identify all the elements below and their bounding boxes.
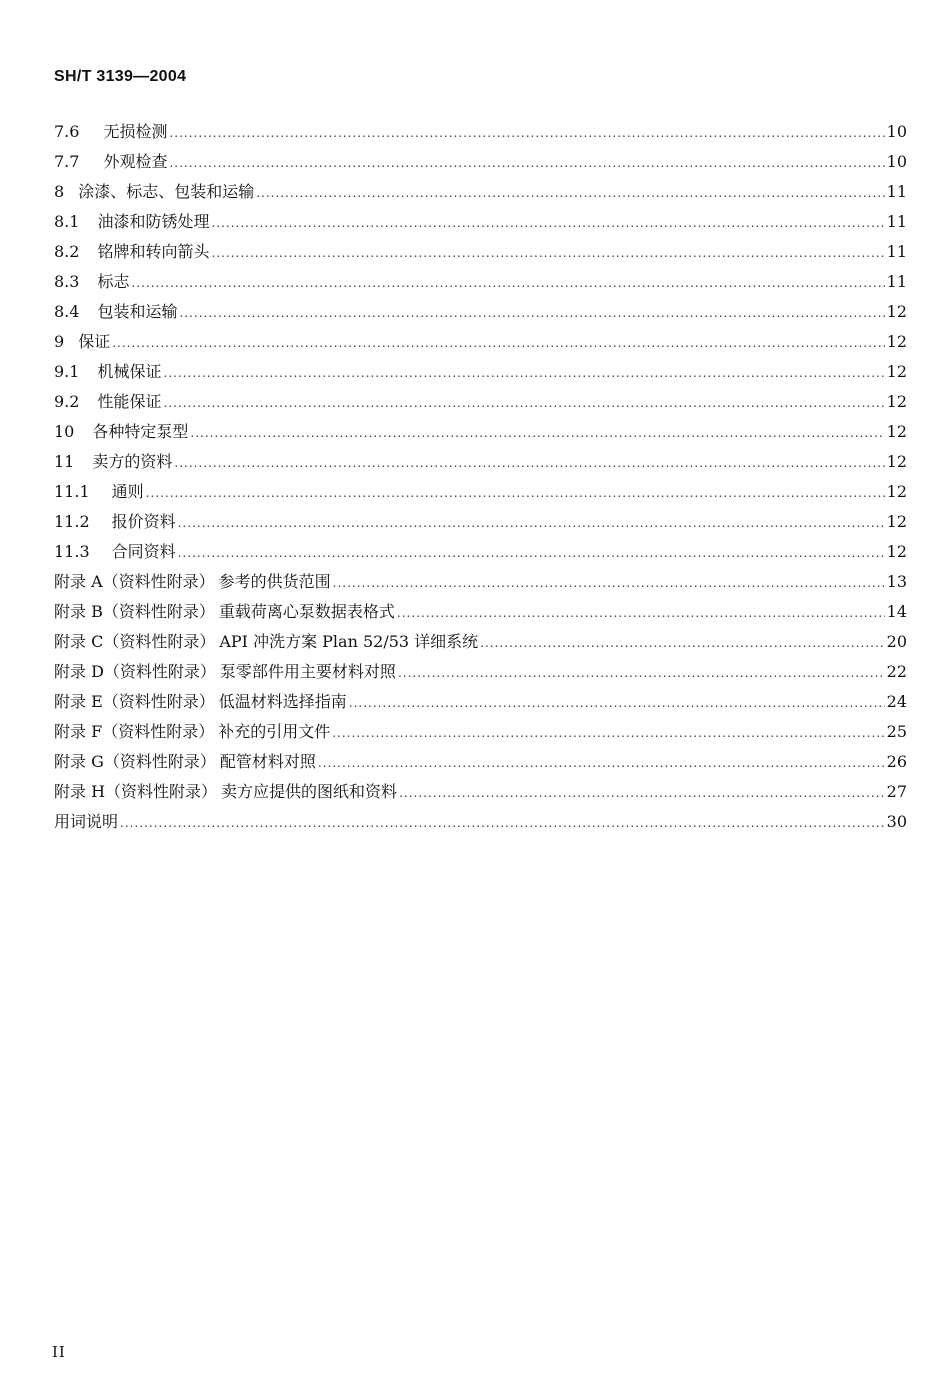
toc-entry[interactable] bbox=[54, 717, 907, 747]
dot-leader bbox=[190, 418, 884, 448]
dot-leader bbox=[332, 718, 884, 748]
toc-entry[interactable] bbox=[54, 117, 907, 147]
toc-entry[interactable] bbox=[54, 507, 907, 537]
toc-entry-title: 报价资料 bbox=[111, 512, 176, 531]
toc-entry-page: 12 bbox=[886, 482, 907, 501]
toc-entry-title: 合同资料 bbox=[111, 542, 176, 561]
toc-entry-number: 附录 B（资料性附录） bbox=[54, 602, 215, 621]
toc-entry-page: 20 bbox=[886, 632, 907, 651]
toc-entry-title: 卖方的资料 bbox=[92, 452, 173, 471]
toc-entry-number: 附录 C（资料性附录） bbox=[54, 632, 216, 651]
toc-entry-title: 无损检测 bbox=[103, 122, 168, 141]
toc-entry-page: 12 bbox=[886, 362, 907, 381]
toc-entry-title: 低温材料选择指南 bbox=[218, 692, 347, 711]
toc-entry-title: 保证 bbox=[78, 332, 111, 351]
toc-entry-number: 附录 D（资料性附录） bbox=[54, 662, 216, 681]
toc-entry[interactable] bbox=[54, 447, 907, 477]
dot-leader bbox=[211, 238, 884, 268]
toc-entry[interactable] bbox=[54, 327, 907, 357]
dot-leader bbox=[120, 808, 885, 838]
toc-entry-number: 附录 E（资料性附录） bbox=[54, 692, 215, 711]
dot-leader bbox=[178, 508, 885, 538]
toc-entry[interactable] bbox=[54, 747, 907, 777]
toc-entry-page: 12 bbox=[886, 332, 907, 351]
toc-entry[interactable] bbox=[54, 237, 907, 267]
toc-entry-page: 12 bbox=[886, 512, 907, 531]
dot-leader bbox=[333, 568, 885, 598]
toc-entry-number: 8.2 bbox=[54, 242, 80, 261]
toc-entry[interactable] bbox=[54, 387, 907, 417]
toc-entry-number: 11.2 bbox=[54, 512, 90, 531]
toc-entry-title: 重载荷离心泵数据表格式 bbox=[218, 602, 395, 621]
dot-leader bbox=[397, 598, 885, 628]
toc-entry-page: 30 bbox=[886, 812, 907, 831]
toc-entry[interactable] bbox=[54, 567, 907, 597]
dot-leader bbox=[179, 298, 884, 328]
toc-entry-page: 27 bbox=[886, 782, 907, 801]
toc-entry-page: 10 bbox=[886, 152, 907, 171]
toc-entry[interactable] bbox=[54, 207, 907, 237]
table-of-contents bbox=[54, 117, 907, 837]
dot-leader bbox=[163, 388, 884, 418]
toc-entry-number: 附录 H（资料性附录） bbox=[54, 782, 218, 801]
toc-entry-title: 标志 bbox=[97, 272, 130, 291]
toc-entry-title: 补充的引用文件 bbox=[218, 722, 331, 741]
dot-leader bbox=[131, 268, 884, 298]
toc-entry-number: 11.3 bbox=[54, 542, 90, 561]
toc-entry-title: 卖方应提供的图纸和资料 bbox=[221, 782, 398, 801]
toc-entry[interactable] bbox=[54, 177, 907, 207]
dot-leader bbox=[178, 538, 885, 568]
dot-leader bbox=[112, 328, 884, 358]
toc-entry-number: 9 bbox=[54, 332, 65, 351]
toc-entry[interactable] bbox=[54, 357, 907, 387]
dot-leader bbox=[169, 148, 884, 178]
dot-leader bbox=[349, 688, 885, 718]
toc-entry-page: 13 bbox=[886, 572, 907, 591]
toc-entry-number: 附录 G（资料性附录） bbox=[54, 752, 216, 771]
toc-entry-page: 14 bbox=[886, 602, 907, 621]
toc-entry-title: 通则 bbox=[111, 482, 144, 501]
toc-entry-page: 12 bbox=[886, 392, 907, 411]
toc-entry[interactable] bbox=[54, 687, 907, 717]
toc-entry-number: 8.3 bbox=[54, 272, 80, 291]
toc-entry-number: 8.4 bbox=[54, 302, 80, 321]
document-code-header: SH/T 3139—2004 bbox=[54, 68, 187, 85]
toc-entry[interactable] bbox=[54, 147, 907, 177]
toc-entry-number: 10 bbox=[54, 422, 75, 441]
toc-entry-number: 11 bbox=[54, 452, 75, 471]
toc-entry-page: 12 bbox=[886, 302, 907, 321]
dot-leader bbox=[174, 448, 884, 478]
toc-entry[interactable] bbox=[54, 477, 907, 507]
toc-entry-title: 性能保证 bbox=[97, 392, 162, 411]
toc-entry-title: 铭牌和转向箭头 bbox=[97, 242, 210, 261]
toc-entry[interactable] bbox=[54, 597, 907, 627]
toc-entry-title: 油漆和防锈处理 bbox=[97, 212, 210, 231]
toc-entry-title: 包装和运输 bbox=[97, 302, 178, 321]
toc-entry-number: 9.2 bbox=[54, 392, 80, 411]
toc-entry[interactable] bbox=[54, 627, 907, 657]
dot-leader bbox=[211, 208, 884, 238]
toc-entry-page: 12 bbox=[886, 542, 907, 561]
page-number: II bbox=[52, 1343, 66, 1361]
dot-leader bbox=[399, 778, 885, 808]
toc-entry-number: 附录 F（资料性附录） bbox=[54, 722, 215, 741]
dot-leader bbox=[318, 748, 885, 778]
toc-entry-title: 参考的供货范围 bbox=[218, 572, 331, 591]
toc-entry-page: 24 bbox=[886, 692, 907, 711]
toc-entry-page: 11 bbox=[886, 272, 907, 291]
toc-entry-number: 11.1 bbox=[54, 482, 90, 501]
toc-entry-number: 8.1 bbox=[54, 212, 80, 231]
toc-entry-page: 12 bbox=[886, 452, 907, 471]
toc-entry-page: 25 bbox=[886, 722, 907, 741]
toc-entry[interactable] bbox=[54, 417, 907, 447]
toc-entry-page: 11 bbox=[886, 212, 907, 231]
dot-leader bbox=[256, 178, 884, 208]
toc-entry-number: 7.7 bbox=[54, 152, 80, 171]
toc-entry[interactable] bbox=[54, 807, 907, 837]
toc-entry-page: 26 bbox=[886, 752, 907, 771]
dot-leader bbox=[163, 358, 884, 388]
toc-entry[interactable] bbox=[54, 657, 907, 687]
toc-entry[interactable] bbox=[54, 297, 907, 327]
toc-entry-title: 外观检查 bbox=[103, 152, 168, 171]
dot-leader bbox=[169, 118, 884, 148]
toc-entry-title: 涂漆、标志、包装和运输 bbox=[78, 182, 255, 201]
toc-entry-number: 8 bbox=[54, 182, 65, 201]
toc-entry-title: 泵零部件用主要材料对照 bbox=[219, 662, 396, 681]
dot-leader bbox=[480, 628, 884, 658]
toc-entry-title: 各种特定泵型 bbox=[92, 422, 189, 441]
toc-entry-page: 10 bbox=[886, 122, 907, 141]
toc-entry-page: 12 bbox=[886, 422, 907, 441]
toc-entry-number: 7.6 bbox=[54, 122, 80, 141]
toc-entry-title: 配管材料对照 bbox=[219, 752, 316, 771]
toc-entry-page: 11 bbox=[886, 182, 907, 201]
toc-entry[interactable] bbox=[54, 267, 907, 297]
toc-entry-number: 附录 A（资料性附录） bbox=[54, 572, 215, 591]
toc-entry-title: 用词说明 bbox=[54, 812, 119, 831]
dot-leader bbox=[398, 658, 885, 688]
toc-entry[interactable] bbox=[54, 537, 907, 567]
toc-entry-page: 11 bbox=[886, 242, 907, 261]
toc-entry[interactable] bbox=[54, 777, 907, 807]
toc-entry-title: 机械保证 bbox=[97, 362, 162, 381]
toc-entry-number: 9.1 bbox=[54, 362, 80, 381]
toc-entry-page: 22 bbox=[886, 662, 907, 681]
dot-leader bbox=[146, 478, 885, 508]
toc-entry-title: API 冲洗方案 Plan 52/53 详细系统 bbox=[219, 632, 479, 651]
